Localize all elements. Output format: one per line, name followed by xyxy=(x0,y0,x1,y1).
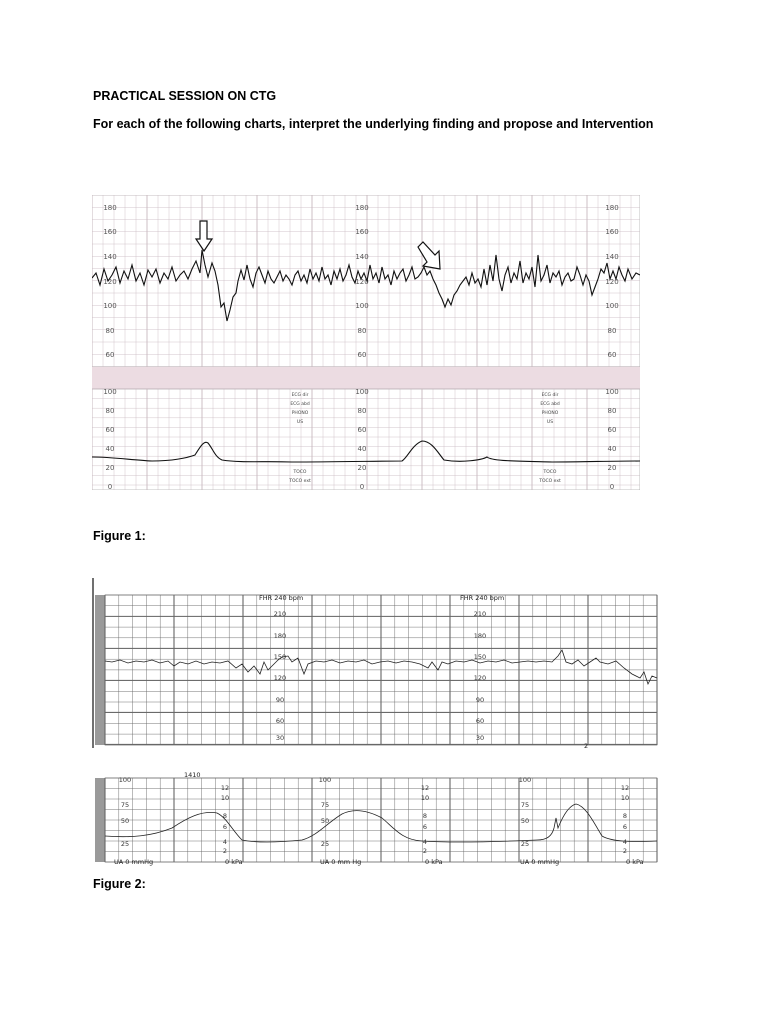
toco-scale-label: 80 xyxy=(357,407,367,415)
fhr-scale-label: 180 xyxy=(355,204,369,212)
label-us-2: US xyxy=(546,420,554,425)
kpa-scale-label: 12 xyxy=(220,784,230,792)
fhr-scale-label: 30 xyxy=(275,734,285,742)
toco-scale-label: 100 xyxy=(318,776,332,784)
page-mark: 2 xyxy=(584,742,589,750)
kpa-scale-label: 2 xyxy=(422,847,428,855)
fhr-header-1: FHR 240 bpm xyxy=(259,594,304,602)
kpa-scale-label: 2 xyxy=(622,847,628,855)
toco-scale-label: 0 xyxy=(609,483,615,490)
fhr-scale-label: 60 xyxy=(357,351,367,359)
fhr-scale-label: 60 xyxy=(475,717,485,725)
kpa-label-1: 0 kPa xyxy=(225,858,243,866)
toco-scale-label: 75 xyxy=(120,801,130,809)
kpa-scale-label: 4 xyxy=(422,838,428,846)
label-ecg-abd: ECG abd xyxy=(290,402,310,407)
toco-scale-label: 40 xyxy=(607,445,617,453)
fhr-scale-label: 180 xyxy=(103,204,117,212)
ctg-figure-2 xyxy=(92,578,660,868)
toco-scale-label: 100 xyxy=(605,388,619,396)
fhr-scale-label: 160 xyxy=(103,228,117,236)
fhr-scale-label: 60 xyxy=(607,351,617,359)
fhr-scale-label: 120 xyxy=(273,674,287,682)
fhr-scale-label: 90 xyxy=(475,696,485,704)
fhr-scale-label: 120 xyxy=(605,278,619,286)
kpa-scale-label: 12 xyxy=(620,784,630,792)
label-ecg-abd-2: ECG abd xyxy=(540,402,560,407)
toco-scale-label: 25 xyxy=(520,840,530,848)
ua-label-2: UA 0 mm Hg xyxy=(320,858,362,866)
kpa-scale-label: 8 xyxy=(622,812,628,820)
fhr-scale-label: 210 xyxy=(473,610,487,618)
fhr-scale-label: 120 xyxy=(355,278,369,286)
label-us: US xyxy=(296,420,304,425)
label-phono-2: PHONO xyxy=(541,411,559,416)
fhr-scale-label: 150 xyxy=(273,653,287,661)
label-toco-2: TOCO xyxy=(543,470,557,475)
toco-scale-label: 50 xyxy=(520,817,530,825)
kpa-label-2: 0 kPa xyxy=(425,858,443,866)
kpa-scale-label: 6 xyxy=(622,823,628,831)
toco-scale-label: 25 xyxy=(320,840,330,848)
label-ecg-dir: ECG dir xyxy=(291,393,309,398)
fhr-scale-label: 180 xyxy=(273,632,287,640)
toco-scale-label: 25 xyxy=(120,840,130,848)
fhr-scale-label: 210 xyxy=(273,610,287,618)
toco-scale-label: 75 xyxy=(520,801,530,809)
kpa-scale-label: 4 xyxy=(222,838,228,846)
figure-2-caption: Figure 2: xyxy=(93,877,146,891)
kpa-scale-label: 10 xyxy=(220,794,230,802)
fhr-scale-label: 180 xyxy=(605,204,619,212)
fhr-scale-label: 140 xyxy=(605,253,619,261)
kpa-label-3: 0 kPa xyxy=(626,858,644,866)
toco-scale-label: 80 xyxy=(607,407,617,415)
toco-scale-label: 20 xyxy=(357,464,367,472)
kpa-scale-label: 12 xyxy=(420,784,430,792)
label-toco: TOCO xyxy=(293,470,307,475)
instructions-text: For each of the following charts, interpret the underlying finding and propose and Intervention xyxy=(93,117,654,131)
fhr-scale-label: 100 xyxy=(355,302,369,310)
toco-scale-label: 40 xyxy=(105,445,115,453)
fhr-scale-label: 60 xyxy=(275,717,285,725)
kpa-scale-label: 8 xyxy=(422,812,428,820)
time-marker: 1410 xyxy=(184,771,201,779)
kpa-scale-label: 6 xyxy=(222,823,228,831)
label-ecg-dir-2: ECG dir xyxy=(541,393,559,398)
fhr-header-2: FHR 240 bpm xyxy=(460,594,505,602)
kpa-scale-label: 6 xyxy=(422,823,428,831)
ua-label-1: UA 0 mmHg xyxy=(114,858,154,866)
fhr-scale-label: 100 xyxy=(605,302,619,310)
kpa-scale-label: 10 xyxy=(420,794,430,802)
toco-scale-label: 100 xyxy=(103,388,117,396)
label-toco-ext-2: TOCO ext xyxy=(539,479,561,484)
fhr-scale-label: 30 xyxy=(475,734,485,742)
fhr-scale-label: 60 xyxy=(105,351,115,359)
fhr-scale-label: 180 xyxy=(473,632,487,640)
fhr-scale-label: 140 xyxy=(355,253,369,261)
toco-scale-label: 100 xyxy=(118,776,132,784)
kpa-scale-label: 10 xyxy=(620,794,630,802)
label-toco-ext: TOCO ext xyxy=(289,479,311,484)
toco-scale-label: 50 xyxy=(320,817,330,825)
toco-scale-label: 60 xyxy=(105,426,115,434)
ctg-chart-1 xyxy=(92,195,640,490)
fhr-scale-label: 160 xyxy=(605,228,619,236)
kpa-scale-label: 8 xyxy=(222,812,228,820)
fhr-scale-label: 100 xyxy=(103,302,117,310)
toco-scale-label: 100 xyxy=(518,776,532,784)
fhr-scale-label: 80 xyxy=(607,327,617,335)
ctg-figure-1 xyxy=(92,195,640,490)
fhr-scale-label: 90 xyxy=(275,696,285,704)
toco-scale-label: 20 xyxy=(105,464,115,472)
toco-scale-label: 50 xyxy=(120,817,130,825)
ua-label-3: UA 0 mmHg xyxy=(520,858,560,866)
fhr-scale-label: 120 xyxy=(103,278,117,286)
toco-scale-label: 75 xyxy=(320,801,330,809)
kpa-scale-label: 4 xyxy=(622,838,628,846)
figure-1-caption: Figure 1: xyxy=(93,529,146,543)
fhr-scale-label: 160 xyxy=(355,228,369,236)
toco-scale-label: 0 xyxy=(107,483,113,490)
toco-scale-label: 20 xyxy=(607,464,617,472)
toco-scale-label: 0 xyxy=(359,483,365,490)
fhr-scale-label: 150 xyxy=(473,653,487,661)
toco-scale-label: 60 xyxy=(357,426,367,434)
label-phono: PHONO xyxy=(291,411,309,416)
fhr-scale-label: 140 xyxy=(103,253,117,261)
toco-scale-label: 60 xyxy=(607,426,617,434)
fhr-scale-label: 120 xyxy=(473,674,487,682)
ctg-chart-2 xyxy=(92,578,660,868)
fhr-scale-label: 80 xyxy=(357,327,367,335)
toco-scale-label: 40 xyxy=(357,445,367,453)
toco-scale-label: 100 xyxy=(355,388,369,396)
toco-scale-label: 80 xyxy=(105,407,115,415)
fhr-scale-label: 80 xyxy=(105,327,115,335)
page-title: PRACTICAL SESSION ON CTG xyxy=(93,89,277,103)
kpa-scale-label: 2 xyxy=(222,847,228,855)
